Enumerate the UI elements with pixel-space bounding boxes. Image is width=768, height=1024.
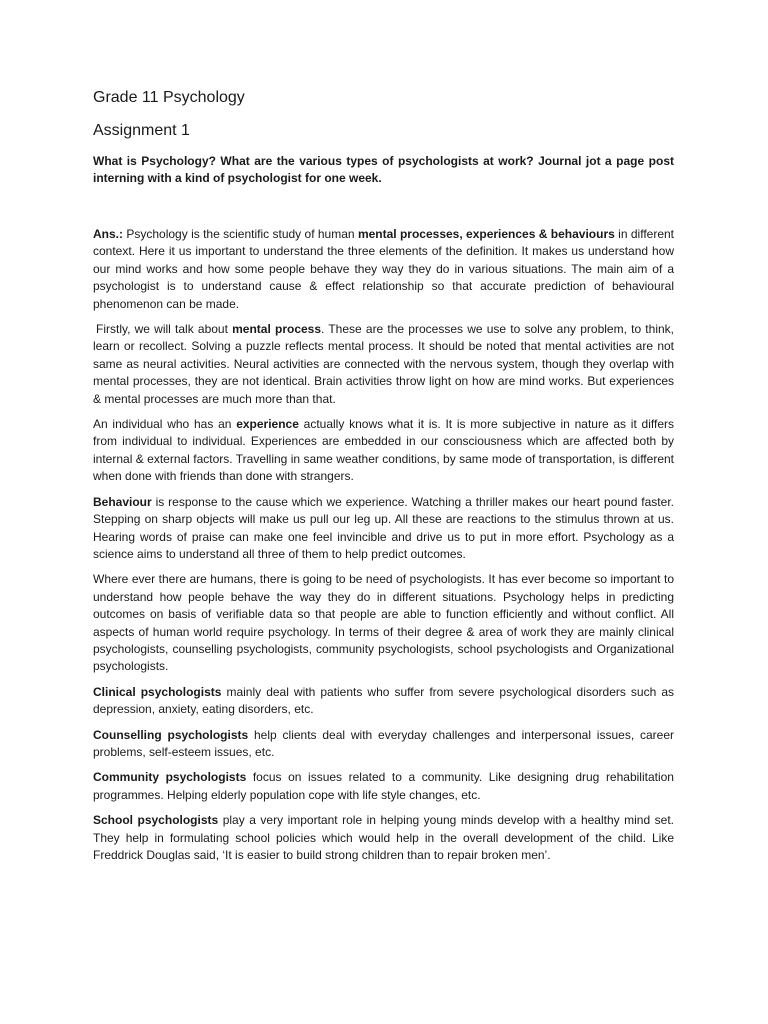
bold-term: Clinical psychologists	[93, 684, 222, 699]
bold-term: mental processes, experiences & behaviours	[357, 227, 615, 241]
paragraph-text: Firstly, we will talk about	[96, 322, 233, 337]
document-page	[93, 86, 674, 872]
bold-term: Community psychologists	[93, 770, 247, 785]
assignment-question: What is Psychology? What are the various types of psychologists at work? Journal jot a page post interning with a kind of psychologist for one week.	[93, 154, 674, 185]
bold-term: School psychologists	[93, 813, 219, 828]
paragraph-clinical	[93, 684, 674, 719]
paragraph-counselling	[93, 727, 674, 762]
bold-term: Behaviour	[93, 494, 152, 509]
paragraph-text: . These are the processes we use to solve any problem, to think, learn or recollect. Solving a puzzle reflects mental process. It should be noted that mental activities are not same as neural activities. Neural activities are connected with the nervous system, though they overlap with mental processes, they are not identical. Brain activities throw light on how are mind works. But experiences & mental processes are much more than that.	[93, 322, 674, 406]
paragraph-school	[93, 812, 674, 864]
paragraph-community	[93, 769, 674, 804]
paragraph-text: in different context. Here it us important to understand the three elements of the definition. It makes us understand how our mind works and how some people behave they way they do in various situations. The main aim of a psychologist is to understand cause & effect relationship so that accurate prediction of behavioural phenomenon can be made.	[93, 227, 675, 311]
bold-term: experience	[236, 417, 299, 432]
assignment-heading: Assignment 1	[93, 122, 190, 139]
bold-term: Counselling psychologists	[93, 727, 249, 742]
paragraph-text: play a very important role in helping young minds develop with a healthy mind set. They help in formulating school policies which would help in the overall development of the child. Like Freddrick Douglas said, ‘It is easier to build strong children than to repair broken men’.	[93, 813, 674, 862]
paragraph-text: Psychology is the scientific study of human	[123, 227, 358, 241]
bold-term: mental process	[232, 322, 322, 337]
paragraph-need-for-psychologists	[93, 571, 674, 675]
paragraph-text: focus on issues related to a community. Like designing drug rehabilitation programmes. Helping elderly population cope with life style changes, etc.	[93, 770, 674, 802]
paragraph-text: mainly deal with patients who suffer from severe psychological disorders such as depression, anxiety, eating disorders, etc.	[93, 684, 675, 717]
paragraph-behaviour	[93, 494, 674, 564]
answer-paragraph-intro	[93, 226, 674, 313]
paragraph-text: help clients deal with everyday challenges and interpersonal issues, career problems, self-esteem issues, etc.	[93, 727, 674, 759]
paragraph-mental-process	[93, 321, 674, 408]
paragraph-text: An individual who has an	[93, 417, 237, 432]
answer-label: Ans.:	[93, 227, 123, 241]
paragraph-text: Where ever there are humans, there is going to be need of psychologists. It has ever become so important to understand how people behave the way they do in different situations. Psychology helps in predicting outcomes on basis of verifiable data so that people are able to function efficiently and without conflict. All aspects of human world require psychology. In terms of their degree & area of work they are mainly clinical psychologists, counselling psychologists, community psychologists, school psychologists and Organizational psychologists.	[93, 572, 674, 674]
document-title: Grade 11 Psychology	[93, 89, 245, 106]
paragraph-experience	[93, 416, 674, 486]
paragraph-text: is response to the cause which we experience. Watching a thriller makes our heart pound faster. Stepping on sharp objects will make us pull our leg up. All these are reactions to the stimulus thrown at us. Hearing words of praise can make one feel invincible and drive us to put in more effort. Psychology as a science aims to understand all three of them to help predict outcomes.	[93, 494, 674, 561]
paragraph-text: actually knows what it is. It is more subjective in nature as it differs from individual to individual. Experiences are embedded in our consciousness which are affected both by internal & external factors. Travelling in same weather conditions, by same mode of transportation, is different when done with friends than done with strangers.	[93, 417, 675, 484]
